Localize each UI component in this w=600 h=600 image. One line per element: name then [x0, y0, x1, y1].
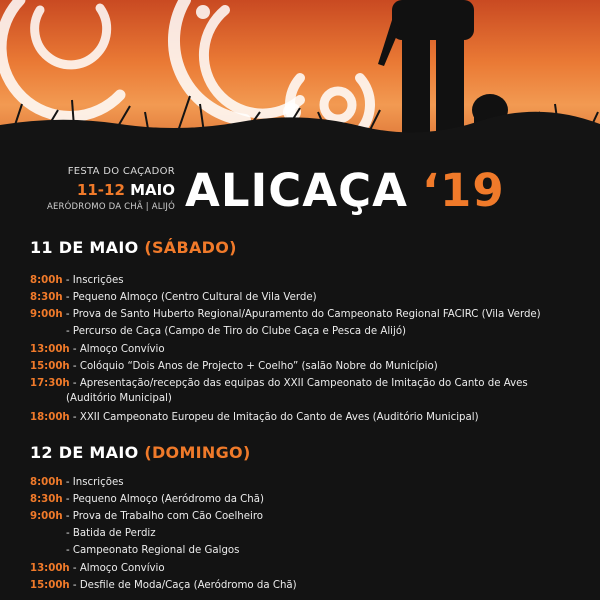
event-time: 8:30h [30, 292, 63, 303]
event-text: - Pequeno Almoço (Aeródromo da Chã) [62, 494, 264, 505]
schedule-item [30, 291, 317, 304]
event-dates [77, 181, 175, 199]
venue-label: AERÓDROMO DA CHÃ | ALIJÓ [46, 202, 175, 212]
dates-month: MAIO [130, 181, 175, 199]
schedule-item [30, 411, 479, 424]
event-text: - Prova de Santo Huberto Regional/Apuramento do Campeonato Regional FACIRC (Vila Verde) [62, 309, 541, 320]
event-time: 17:30h [30, 378, 70, 389]
hero-image [0, 0, 600, 140]
day1-heading [30, 238, 237, 257]
day2-weekday: (DOMINGO) [144, 443, 251, 462]
day2-date: 12 DE MAIO [30, 443, 139, 462]
dates-range: 11-12 [76, 181, 125, 199]
event-time: 13:00h [30, 563, 70, 574]
schedule-item [30, 493, 264, 506]
schedule-item [30, 510, 263, 523]
event-time: 15:00h [30, 580, 70, 591]
schedule-item [66, 325, 406, 338]
day1-weekday: (SÁBADO) [144, 238, 237, 257]
event-text: - Desfile de Moda/Caça (Aeródromo da Chã) [69, 580, 297, 591]
event-text: - Campeonato Regional de Galgos [66, 545, 240, 556]
event-text: - Almoço Convívio [69, 563, 165, 574]
festa-label: FESTA DO CAÇADOR [67, 166, 175, 177]
event-text: - Colóquio “Dois Anos de Projecto + Coelho” (salão Nobre do Município) [69, 361, 438, 372]
event-time: 13:00h [30, 344, 70, 355]
title-year: ‘19 [421, 164, 505, 217]
schedule-item [30, 579, 297, 592]
event-time: 9:00h [30, 309, 63, 320]
event-text: - Apresentação/recepção das equipas do XXII Campeonato de Imitação do Canto de Aves [69, 378, 528, 389]
event-text: - Inscrições [62, 275, 124, 286]
day1-date: 11 DE MAIO [30, 238, 139, 257]
schedule-item [30, 360, 438, 373]
event-time: 9:00h [30, 511, 63, 522]
schedule-item [30, 343, 165, 356]
event-text: - Prova de Trabalho com Cão Coelheiro [62, 511, 264, 522]
schedule-item [66, 527, 156, 540]
event-time: 15:00h [30, 361, 70, 372]
event-text: - XXII Campeonato Europeu de Imitação do Canto de Aves (Auditório Municipal) [69, 412, 479, 423]
event-title [185, 164, 505, 217]
sunset-hunter-illustration [0, 0, 600, 140]
schedule-item-continuation [66, 392, 172, 405]
schedule-item [30, 377, 528, 390]
day2-heading [30, 443, 251, 462]
event-text: (Auditório Municipal) [66, 393, 172, 404]
event-text: - Pequeno Almoço (Centro Cultural de Vila Verde) [62, 292, 317, 303]
schedule-item [30, 308, 541, 321]
event-text: - Percurso de Caça (Campo de Tiro do Clube Caça e Pesca de Alijó) [66, 326, 407, 337]
event-text: - Almoço Convívio [69, 344, 165, 355]
schedule-item [30, 476, 124, 489]
event-time: 18:00h [30, 412, 70, 423]
schedule-item [30, 274, 124, 287]
title-text: ALICAÇA [185, 164, 408, 217]
event-time: 8:00h [30, 477, 63, 488]
schedule-item [30, 562, 165, 575]
event-text: - Inscrições [62, 477, 124, 488]
event-text: - Batida de Perdiz [66, 528, 156, 539]
event-time: 8:30h [30, 494, 63, 505]
schedule-item [66, 544, 239, 557]
event-header [0, 158, 600, 228]
event-time: 8:00h [30, 275, 63, 286]
